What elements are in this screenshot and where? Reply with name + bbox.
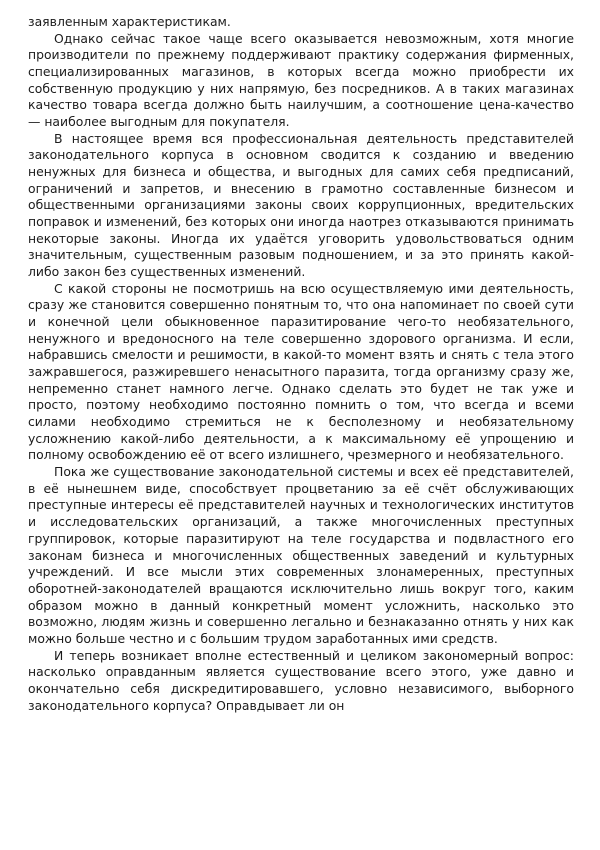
paragraph: В настоящее время вся профессиональная деятельность представителей законодательного корпуса в основном сводится к созданию и введению ненужных для бизнеса и общества, и выгодных для самих себя предписаний, ограничений и запретов, и внесению в грамотно составленные бизнесом и общественными организациями законы своих коррупционных, вредительских поправок и изменений, без которых они иногда наотрез отказываются принимать некоторые законы. Иногда их удаётся уговорить удовольствоваться одним значительным, существенным разовым подношением, и за это принять какой-либо закон без существенных изменений.	[28, 130, 574, 280]
paragraph: С какой стороны не посмотришь на всю осуществляемую ими деятельность, сразу же становится совершенно понятным то, что она напоминает по своей сути и конечной цели обыкновенное паразитирование чего-то необязательного, ненужного и вредоносного на теле совершенно здорового организма. И если, набравшись смелости и решимости, в какой-то момент взять и снять с тела этого зажравшегося, разжиревшего ненасытного паразита, тогда организму сразу же, непременно станет намного легче. Однако сделать это будет не так уже и просто, поэтому необходимо постоянно помнить о том, что всегда и всеми силами необходимо стремиться не к бесполезному и необязательному усложнению какой-либо деятельности, а к максимальному её упрощению и полному освобождению её от всего излишнего, чрезмерного и необязательного.	[28, 280, 574, 463]
paragraph: Однако сейчас такое чаще всего оказывается невозможным, хотя многие производители по прежнему поддерживают практику содержания фирменных, специализированных магазинов, в которых всегда можно приобрести их собственную продукцию у них напрямую, без посредников. А в таких магазинах качество товара всегда должно быть наилучшим, а соотношение цена-качество — наиболее выгодным для покупателя.	[28, 30, 574, 130]
paragraph: Пока же существование законодательной системы и всех её представителей, в её нынешнем виде, способствует процветанию за её счёт обслуживающих преступные интересы её представителей научных и технологических институтов и исследовательских организаций, а также многочисленных преступных группировок, которые паразитируют на теле государства и подвластного его законам бизнеса и многочисленных общественных заведений и культурных учреждений. И все мысли этих современных злонамеренных, преступных оборотней-законодателей вращаются исключительно лишь вокруг того, каким образом можно в данный конкретный момент усложнить, насколько это возможно, людям жизнь и совершенно легально и безнаказанно отнять у них как можно больше честно и с большим трудом заработанных ими средств.	[28, 464, 574, 646]
paragraph: И теперь возникает вполне естественный и целиком закономерный вопрос: насколько оправданным является существование всего этого, уже давно и окончательно себя дискредитировавшего, условно независимого, выборного законодательного корпуса? Оправдывает ли он	[28, 647, 574, 713]
paragraph: заявленным характеристикам.	[28, 14, 231, 29]
